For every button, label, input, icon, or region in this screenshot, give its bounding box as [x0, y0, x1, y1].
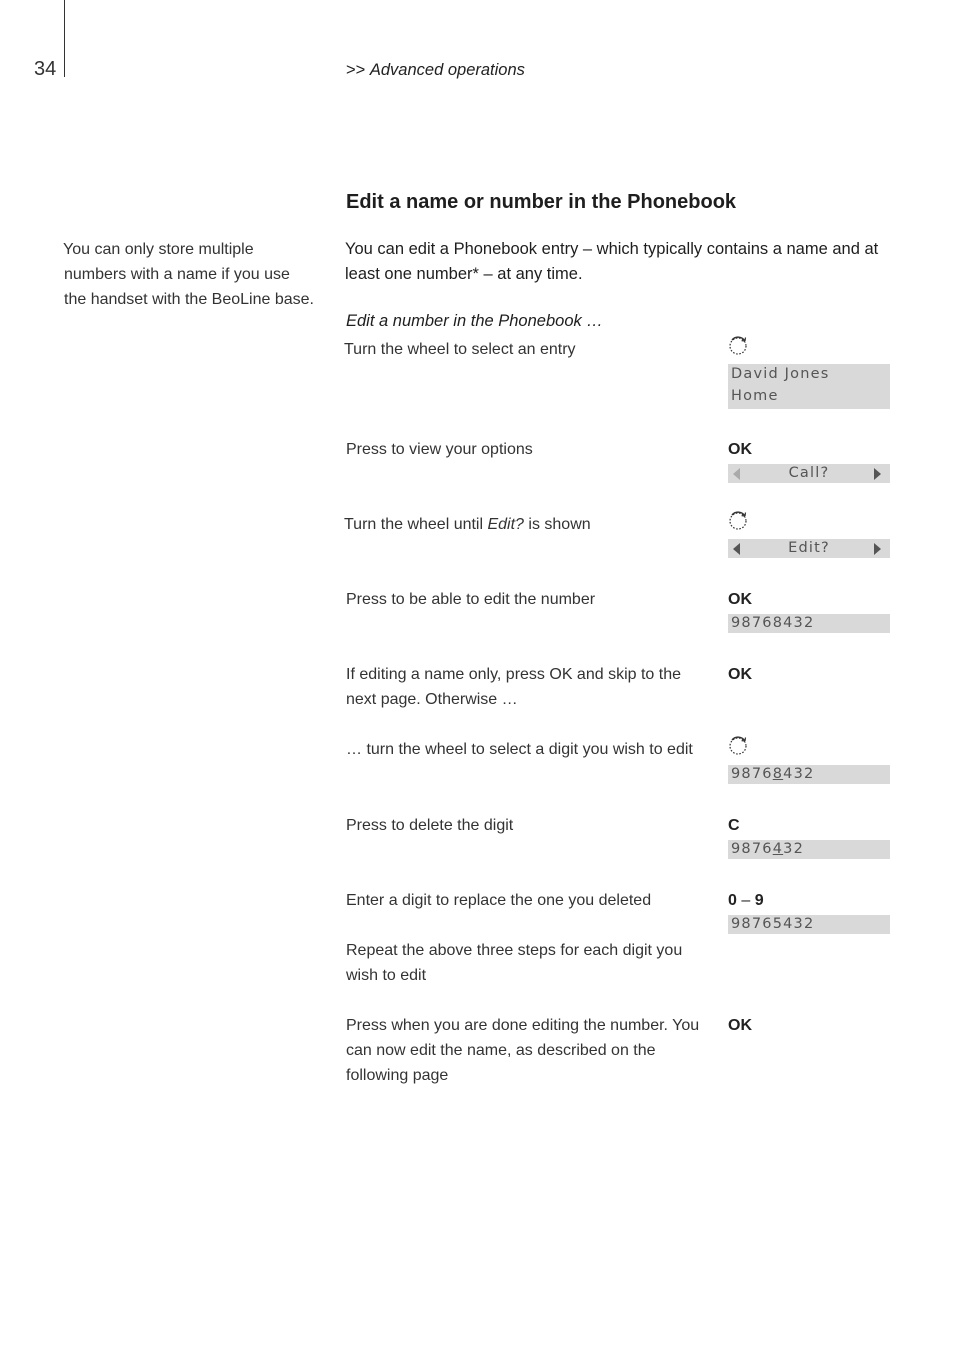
step-text: … turn the wheel to select a digit you wish to edit [346, 741, 693, 758]
display-cursor-digit: 4 [772, 841, 784, 857]
step-text-emphasis: Edit? [487, 516, 524, 533]
ok-key: OK [728, 591, 752, 608]
digit-keys [728, 888, 764, 913]
display-line: 98765432 [731, 916, 815, 932]
step-text: Enter a digit to replace the one you deleted [346, 892, 652, 909]
display-menu-label: Call? [788, 465, 830, 481]
digit-key-start: 0 [728, 892, 737, 909]
step-text-part: Turn the wheel until [344, 516, 488, 533]
step-text: Press to view your options [346, 441, 533, 458]
display-digits: 32 [783, 841, 804, 857]
handset-display [728, 765, 890, 784]
display-line [728, 765, 890, 784]
step-text: If editing a name only, press OK and skip to the next page. Otherwise … [346, 666, 681, 708]
wheel-icon [728, 511, 748, 531]
step-text: Turn the wheel to select an entry [344, 341, 576, 358]
digit-key-end: 9 [754, 892, 764, 909]
handset-display [728, 364, 890, 409]
handset-display [728, 915, 890, 934]
ok-key: OK [728, 441, 752, 458]
side-note [63, 237, 333, 312]
header-text: Advanced operations [369, 61, 525, 79]
display-cursor-digit: 8 [772, 766, 784, 782]
header-prefix: >> [346, 61, 366, 79]
arrow-right-icon [874, 468, 881, 480]
handset-display [728, 840, 890, 859]
display-line: Home [731, 388, 779, 404]
display-digits: 9876 [731, 766, 773, 782]
step-text: Press when you are done editing the number. You can now edit the name, as described on the following page [346, 1017, 700, 1084]
handset-display-menu [728, 464, 890, 483]
c-key: C [728, 817, 740, 834]
ok-key: OK [728, 1017, 752, 1034]
display-digits: 432 [783, 766, 815, 782]
arrow-right-icon [874, 543, 881, 555]
intro-paragraph: You can edit a Phonebook entry – which typically contains a name and at least one number* – at any time. [345, 240, 879, 283]
wheel-icon [728, 336, 748, 356]
display-line: David Jones [731, 366, 830, 382]
handset-display-menu [728, 539, 890, 558]
display-line: 98768432 [731, 615, 815, 631]
step-text [344, 512, 714, 537]
section-header [346, 61, 525, 80]
page-number: 34 [34, 58, 57, 80]
page-title: Edit a name or number in the Phonebook [346, 191, 737, 213]
display-digits: 9876 [731, 841, 773, 857]
handset-display [728, 614, 890, 633]
wheel-icon [728, 736, 748, 756]
step-text: Press to delete the digit [346, 817, 514, 834]
page-margin-rule [64, 0, 65, 77]
side-note-line: You can only store multiple [63, 241, 254, 258]
step-text: Repeat the above three steps for each digit you wish to edit [346, 942, 683, 984]
side-note-line: the handset with the BeoLine base. [64, 291, 314, 308]
step-text: Press to be able to edit the number [346, 591, 596, 608]
display-menu-label: Edit? [788, 540, 830, 556]
step-text-part: is shown [523, 516, 591, 533]
side-note-line: numbers with a name if you use [64, 266, 290, 283]
ok-key: OK [728, 666, 752, 683]
display-line [728, 840, 890, 859]
digit-key-separator: – [741, 892, 751, 909]
subheading: Edit a number in the Phonebook … [346, 312, 603, 330]
